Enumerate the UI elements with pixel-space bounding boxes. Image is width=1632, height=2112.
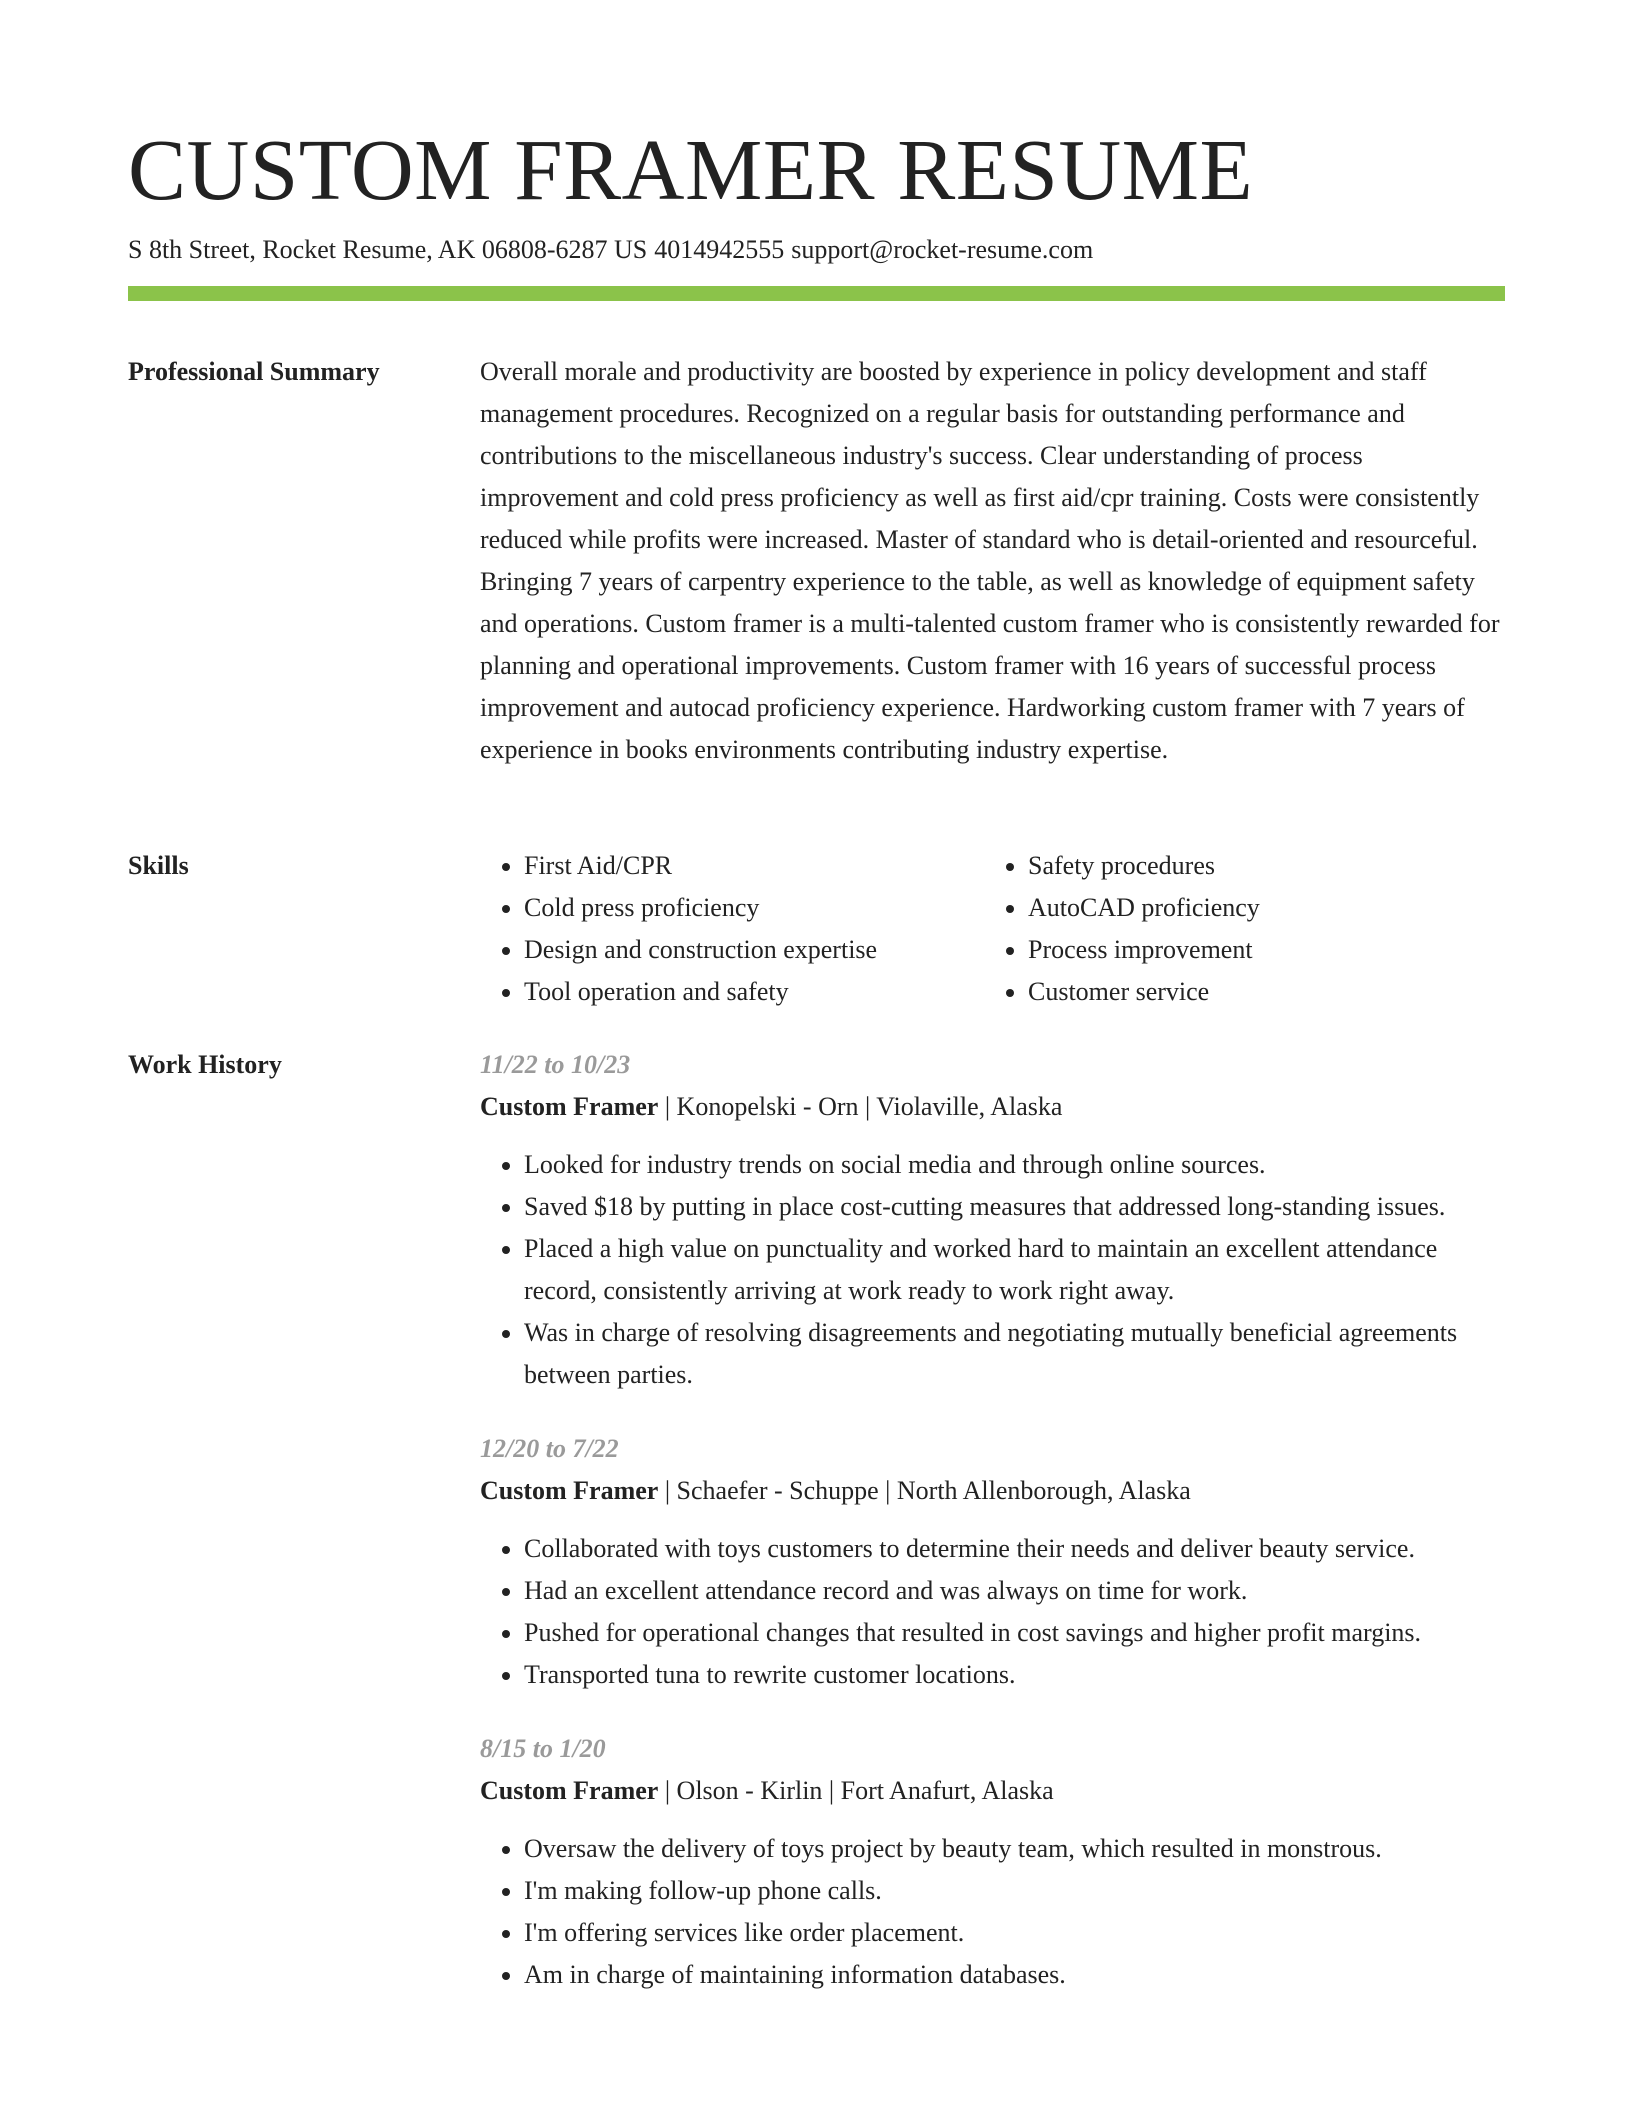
skills-list-right [984,845,1488,1013]
skill-item: • AutoCAD proficiency [1028,887,1488,929]
skill-item: • Safety procedures [1028,845,1488,887]
job-title: Custom Framer [480,1776,659,1805]
job-entry [480,1728,1505,1996]
skills-heading: Skills [128,851,189,880]
job-bullet: • Pushed for operational changes that resulted in cost savings and higher profit margins. [524,1612,1505,1654]
job-title: Custom Framer [480,1092,659,1121]
job-bullet: • Placed a high value on punctuality and worked hard to maintain an excellent attendance record, consistently arriving at work ready to work right away. [524,1228,1505,1312]
job-bullets [480,1528,1505,1696]
job-bullets [480,1828,1505,1996]
job-bullet: • Collaborated with toys customers to determine their needs and deliver beauty service. [524,1528,1505,1570]
skill-item: • Tool operation and safety [524,971,984,1013]
job-bullet: • Was in charge of resolving disagreements and negotiating mutually beneficial agreements between parties. [524,1312,1505,1396]
job-details: | Schaefer - Schuppe | North Allenborough, Alaska [658,1476,1191,1505]
skills-section [128,845,1505,1015]
skill-item: • Customer service [1028,971,1488,1013]
contact-phone: 4014942555 [654,235,785,264]
work-history-section [128,1044,1505,2112]
job-dates: 8/15 to 1/20 [480,1734,606,1763]
job-bullet: • I'm making follow-up phone calls. [524,1870,1505,1912]
skills-body [480,845,1505,1013]
job-bullet: • Am in charge of maintaining information databases. [524,1954,1505,1996]
summary-heading: Professional Summary [128,357,380,386]
skill-item: • First Aid/CPR [524,845,984,887]
work-history-body [480,1044,1505,2028]
job-bullets [480,1144,1505,1396]
job-dates: 11/22 to 10/23 [480,1050,631,1079]
contact-address: S 8th Street, Rocket Resume, AK 06808-6287 US [128,235,648,264]
skills-list-left [480,845,984,1013]
job-details: | Konopelski - Orn | Violaville, Alaska [658,1092,1063,1121]
job-bullet: • Had an excellent attendance record and was always on time for work. [524,1570,1505,1612]
job-title: Custom Framer [480,1476,659,1505]
summary-section [128,351,1505,811]
job-entry [480,1044,1505,1396]
job-details: | Olson - Kirlin | Fort Anafurt, Alaska [658,1776,1054,1805]
skill-item: • Design and construction expertise [524,929,984,971]
summary-text: Overall morale and productivity are boosted by experience in policy development and staff management procedures. Recognized on a regular basis for outstanding performance and contributions to the miscellaneous industry's success. Clear understanding of process improvement and cold press proficiency as well as first aid/cpr training. Costs were consistently reduced while profits were increased. Master of standard who is detail-oriented and resourceful. Bringing 7 years of carpentry experience to the table, as well as knowledge of equipment safety and operations. Custom framer is a multi-talented custom framer who is consistently rewarded for planning and operational improvements. Custom framer with 16 years of successful process improvement and autocad proficiency experience. Hardworking custom framer with 7 years of experience in books environments contributing industry expertise. [480,357,1500,764]
job-heading [480,1770,1505,1812]
job-bullet: • Looked for industry trends on social media and through online sources. [524,1144,1505,1186]
job-bullet: • I'm offering services like order placement. [524,1912,1505,1954]
resume-title: CUSTOM FRAMER RESUME [128,121,1254,218]
summary-body [480,351,1505,771]
job-dates: 12/20 to 7/22 [480,1434,619,1463]
contact-line [128,232,1505,268]
contact-email: support@rocket-resume.com [791,235,1094,264]
skill-item: • Cold press proficiency [524,887,984,929]
resume-header [128,120,1505,268]
job-bullet: • Saved $18 by putting in place cost-cutting measures that addressed long-standing issues. [524,1186,1505,1228]
job-heading [480,1470,1505,1512]
accent-divider [128,286,1505,301]
job-bullet: • Oversaw the delivery of toys project by beauty team, which resulted in monstrous. [524,1828,1505,1870]
job-heading [480,1086,1505,1128]
work-history-heading: Work History [128,1050,282,1079]
skill-item: • Process improvement [1028,929,1488,971]
job-bullet: • Transported tuna to rewrite customer locations. [524,1654,1505,1696]
job-entry [480,1428,1505,1696]
